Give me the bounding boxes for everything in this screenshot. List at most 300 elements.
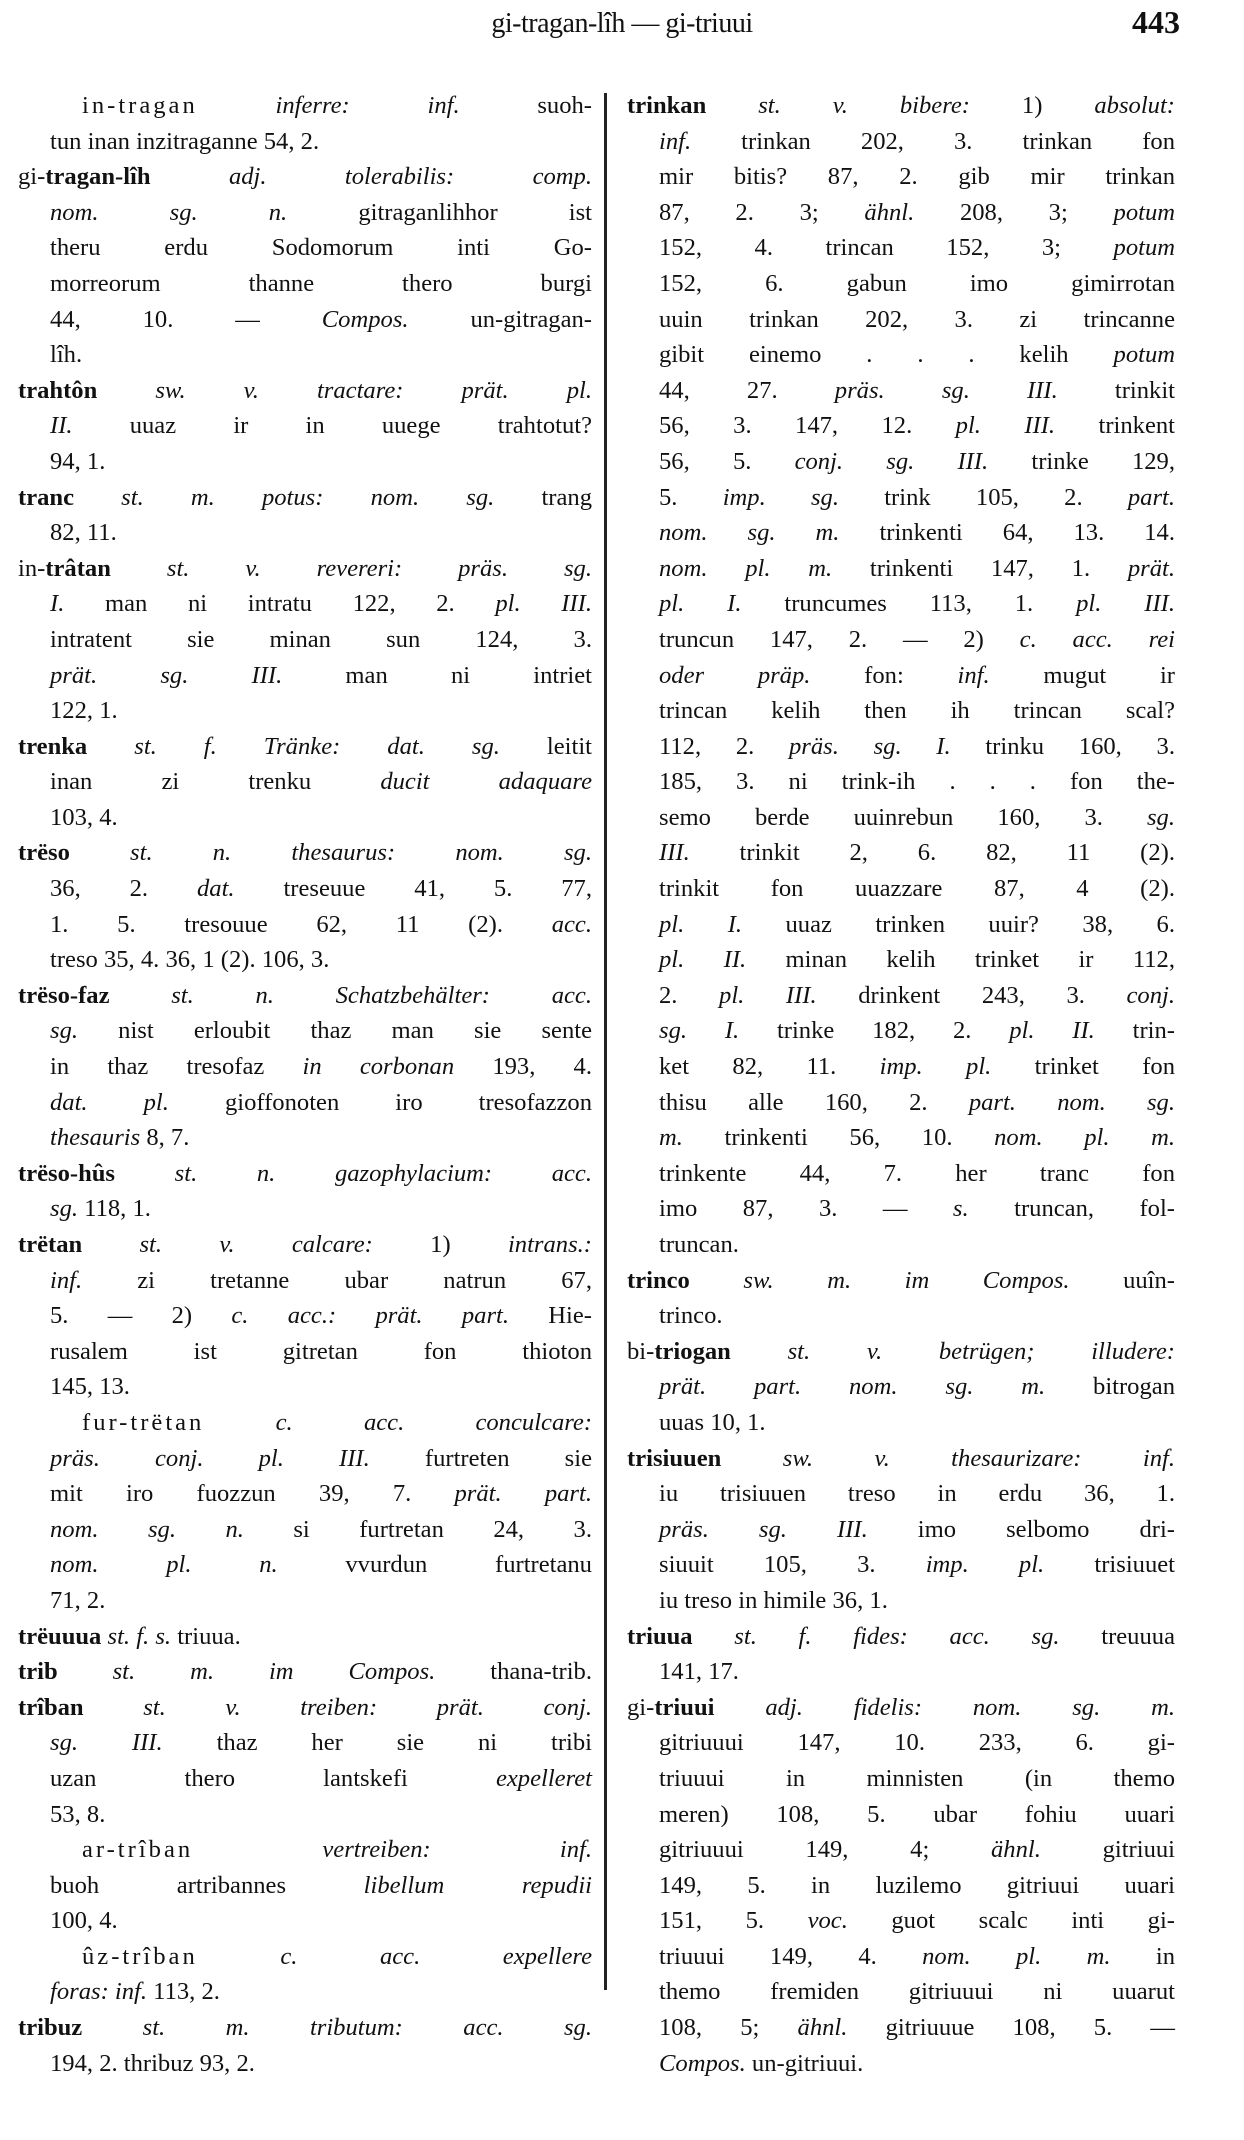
entry-text: trinke 129, <box>988 447 1175 475</box>
grammar-label: II. <box>50 412 73 440</box>
grammar-label: ähnl. <box>864 198 915 226</box>
grammar-label: st. v. betrügen; illudere: <box>787 1337 1175 1365</box>
entry-line <box>18 2046 592 2082</box>
entry-line <box>18 1334 592 1370</box>
grammar-label: sg. III. <box>50 1729 163 1757</box>
entry-text <box>70 839 130 866</box>
grammar-label: ähnl. <box>797 2014 848 2042</box>
entry-text: imo 87, 3. — <box>659 1195 953 1223</box>
entry-text: trinkenti 147, 1. <box>832 554 1128 582</box>
entry-line <box>18 764 592 800</box>
entry-text: man ni intratu 122, 2. <box>64 590 496 618</box>
entry-line <box>18 1939 592 1975</box>
running-head: gi-tragan-lîh — gi-triuui <box>491 8 753 39</box>
entry-text: mit iro fuozzun 39, 7. <box>50 1480 455 1508</box>
entry-text: gitriuui <box>1040 1836 1175 1864</box>
grammar-label: imp. sg. <box>722 483 839 511</box>
entry-headline <box>18 1619 592 1655</box>
entry-line <box>627 1512 1175 1548</box>
entry-line <box>18 1120 592 1156</box>
grammar-label: sw. v. tractare: prät. pl. <box>155 376 592 404</box>
entry-text <box>84 1694 144 1721</box>
compound-headword: ar-trîban <box>82 1836 194 1864</box>
entry-line <box>18 1868 592 1904</box>
grammar-label: pl. I. <box>659 910 743 938</box>
grammar-label: oder präp. <box>659 661 811 689</box>
entry-text: gitriuuui 147, 10. 233, 6. gi- <box>659 1729 1175 1757</box>
entry-text: triuuui 149, 4. <box>659 1942 923 1970</box>
entry-headline <box>18 480 592 516</box>
entry-text: gitriuuui 149, 4; <box>659 1836 991 1864</box>
entry-line <box>18 658 592 694</box>
entry-text: 53, 8. <box>50 1800 106 1828</box>
entry-text: 1) <box>970 92 1095 119</box>
entry-text: 5. — 2) <box>50 1302 232 1330</box>
entry-line <box>627 1797 1175 1833</box>
grammar-label: vertreiben: inf. <box>322 1836 592 1864</box>
entry-text: 194, 2. thribuz 93, 2. <box>50 2049 255 2077</box>
entry-line <box>18 1761 592 1797</box>
compound-headword: in-tragan <box>82 92 198 119</box>
entry-text: 56, 3. 147, 12. <box>659 412 956 440</box>
entry-text: treso 35, 4. 36, 1 (2). 106, 3. <box>50 946 330 974</box>
entry-line <box>18 1797 592 1833</box>
entry-text: gibit einemo . . . kelih <box>659 341 1114 369</box>
entry-line <box>18 1405 592 1441</box>
entry-line <box>627 1476 1175 1512</box>
grammar-label: s. <box>952 1195 969 1223</box>
entry-headline <box>18 551 592 587</box>
entry-text: zi tretanne ubar natrun 67, <box>82 1266 592 1294</box>
entry-text: uuas 10, 1. <box>659 1408 766 1436</box>
entry-text: 103, 4. <box>50 803 118 831</box>
grammar-label: dat. <box>196 875 235 903</box>
headword: trëso-hûs <box>18 1159 116 1187</box>
entry-text: trink 105, 2. <box>838 483 1128 511</box>
entry-line <box>18 515 592 551</box>
entry-text: rusalem ist gitretan fon thioton <box>50 1337 592 1365</box>
grammar-label: m. <box>659 1124 683 1152</box>
entry-headline <box>18 1690 592 1726</box>
entry-line <box>627 1156 1175 1192</box>
entry-line <box>627 1191 1175 1227</box>
entry-text: treuuua <box>1059 1622 1175 1650</box>
entry-line <box>627 942 1175 978</box>
entry-text: gi- <box>627 1693 655 1721</box>
entry-line <box>18 1085 592 1121</box>
grammar-label: conj. sg. III. <box>794 447 989 475</box>
entry-text: gi- <box>18 163 46 191</box>
entry-text: lîh. <box>50 341 83 369</box>
entry-headline <box>18 1654 592 1690</box>
entry-line <box>18 88 592 124</box>
entry-text: 185, 3. ni trink-ih . . . fon the- <box>659 768 1175 796</box>
grammar-label: prät. <box>1127 554 1175 582</box>
entry-line <box>18 1013 592 1049</box>
entry-text: trinket fon <box>991 1053 1176 1081</box>
entry-line <box>18 302 592 338</box>
grammar-label: pl. III. <box>955 412 1056 440</box>
entry-text: 112, 2. <box>659 732 789 760</box>
entry-text: trinkan 202, 3. trinkan fon <box>691 127 1175 155</box>
entry-line <box>627 907 1175 943</box>
grammar-label: inf. <box>659 127 692 155</box>
entry-text: trinkent <box>1055 412 1175 440</box>
entry-line <box>627 729 1175 765</box>
entry-line <box>627 1939 1175 1975</box>
grammar-label: prät. part. <box>454 1480 592 1508</box>
entry-line <box>627 622 1175 658</box>
entry-text <box>58 1658 113 1685</box>
entry-line <box>627 373 1175 409</box>
entry-text: nist erloubit thaz man sie sente <box>78 1017 592 1045</box>
headword: triuua <box>627 1622 693 1650</box>
entry-line <box>18 408 592 444</box>
entry-line <box>627 658 1175 694</box>
entry-text: fon: <box>810 661 958 689</box>
column-right <box>627 88 1175 2081</box>
grammar-label: pl. II. <box>659 946 747 974</box>
headword: triogan <box>654 1337 731 1365</box>
entry-line <box>18 693 592 729</box>
grammar-label: pl. II. <box>1009 1017 1095 1045</box>
entry-text: theru erdu Sodomorum inti Go- <box>50 234 592 262</box>
entry-text <box>706 92 758 119</box>
grammar-label: voc. <box>807 1907 848 1935</box>
entry-text: triuua. <box>171 1622 241 1650</box>
entry-line <box>18 337 592 373</box>
entry-text: si furtretan 24, 3. <box>243 1515 592 1543</box>
grammar-label: Compos. <box>321 305 409 333</box>
grammar-label: nom. pl. m. <box>922 1942 1111 1970</box>
entry-line <box>627 1049 1175 1085</box>
headword: trinco <box>627 1266 690 1294</box>
grammar-label: potum <box>1113 198 1175 226</box>
entry-line <box>18 1049 592 1085</box>
entry-text: trisiuuet <box>1044 1551 1176 1579</box>
entry-text <box>198 92 276 119</box>
grammar-label: c. acc. conculcare: <box>275 1408 593 1436</box>
entry-line <box>627 551 1175 587</box>
entry-text: buoh artribannes <box>50 1871 364 1899</box>
entry-line <box>627 835 1175 871</box>
entry-text: ket 82, 11. <box>659 1053 880 1081</box>
grammar-label: st. m. potus: nom. sg. <box>121 483 495 511</box>
entry-text <box>693 1623 735 1650</box>
entry-line <box>627 1725 1175 1761</box>
entry-text: 152, 6. gabun imo gimirrotan <box>659 269 1175 297</box>
entry-text: iu trisiuuen treso in erdu 36, 1. <box>659 1480 1175 1508</box>
entry-text <box>82 2014 142 2041</box>
entry-text: 56, 5. <box>659 447 795 475</box>
grammar-label: st. m. tributum: acc. sg. <box>142 2014 592 2042</box>
entry-line <box>18 195 592 231</box>
entry-text: semo berde uuinrebun 160, 3. <box>659 803 1147 831</box>
entry-line <box>627 1298 1175 1334</box>
headword: trëuuua <box>18 1622 102 1650</box>
grammar-label: st. n. gazophylacium: acc. <box>174 1159 592 1187</box>
entry-line <box>627 586 1175 622</box>
entry-text: 100, 4. <box>50 1907 118 1935</box>
entry-text: 94, 1. <box>50 447 106 475</box>
entry-text <box>87 733 134 760</box>
entry-text: iu treso in himile 36, 1. <box>659 1586 888 1614</box>
entry-text: trang <box>494 483 592 511</box>
entry-text: gioffonoten iro tresofazzon <box>168 1088 592 1116</box>
entry-headline <box>627 1690 1175 1726</box>
grammar-label: st. m. im Compos. <box>112 1658 436 1686</box>
grammar-label: nom. pl. n. <box>50 1551 278 1579</box>
grammar-label: Compos. <box>659 2049 746 2077</box>
entry-line <box>627 1761 1175 1797</box>
entry-text: 2. <box>659 981 720 1009</box>
headword: trinkan <box>627 92 707 119</box>
entry-line <box>18 266 592 302</box>
grammar-label: nom. sg. m. <box>659 519 840 547</box>
entry-line <box>627 124 1175 160</box>
grammar-label: potum <box>1113 341 1175 369</box>
entry-text: 149, 5. in luzilemo gitriuui uuari <box>659 1871 1175 1899</box>
entry-text: 108, 5; <box>659 2014 798 2042</box>
entry-text: imo selbomo dri- <box>867 1515 1175 1543</box>
entry-text: 193, 4. <box>454 1053 593 1081</box>
entry-text: trinkit fon uuazzare 87, 4 (2). <box>659 875 1175 903</box>
headword: trâtan <box>45 554 111 582</box>
entry-text: uuaz ir in uuege trahtotut? <box>72 412 592 440</box>
grammar-label: imp. pl. <box>925 1551 1045 1579</box>
entry-text: 122, 1. <box>50 697 118 725</box>
entry-text: mir bitis? 87, 2. gib mir trinkan <box>659 163 1175 191</box>
entry-text: gitriuuue 108, 5. — <box>847 2014 1175 2042</box>
entry-line <box>627 1832 1175 1868</box>
entry-text <box>82 1231 139 1258</box>
entry-text: man ni intriet <box>282 661 592 689</box>
entry-line <box>18 942 592 978</box>
grammar-label: st. f. fides: acc. sg. <box>734 1622 1060 1650</box>
entry-text: gitraganlihhor ist <box>287 198 592 226</box>
entry-line <box>18 444 592 480</box>
headword: trib <box>18 1658 58 1686</box>
grammar-label: I. <box>50 590 65 618</box>
grammar-label: inf. <box>957 661 990 689</box>
entry-text <box>115 1160 175 1187</box>
entry-headline <box>18 978 592 1014</box>
entry-text: 82, 11. <box>50 519 117 547</box>
entry-text: suoh- <box>459 92 592 119</box>
entry-line <box>627 1654 1175 1690</box>
headword: trëso <box>18 839 70 867</box>
grammar-label: nom. sg. n. <box>50 1515 244 1543</box>
entry-line <box>627 764 1175 800</box>
grammar-label: ähnl. <box>991 1836 1041 1864</box>
grammar-label: st. v. bibere: <box>758 92 970 119</box>
entry-text: truncun 147, 2. — 2) <box>659 625 1020 653</box>
entry-text: themo fremiden gitriuuui ni uuarut <box>659 1978 1175 2006</box>
entry-text: uuaz trinken uuir? 38, 6. <box>742 910 1175 938</box>
entry-text: 71, 2. <box>50 1586 106 1614</box>
entry-line <box>18 1191 592 1227</box>
grammar-label: inf. <box>50 1266 83 1294</box>
entry-text: inan zi trenku <box>50 768 381 796</box>
entry-text <box>151 163 229 190</box>
grammar-label: c. acc.: prät. part. <box>231 1302 510 1330</box>
entry-text: truncumes 113, 1. <box>741 590 1077 618</box>
entry-line <box>627 2046 1175 2082</box>
entry-text: bi- <box>627 1337 655 1365</box>
entry-text <box>721 1445 782 1472</box>
entry-line <box>627 444 1175 480</box>
headword: triuui <box>654 1693 715 1721</box>
entry-text: 141, 17. <box>659 1658 739 1686</box>
entry-line <box>18 800 592 836</box>
entry-line <box>627 1227 1175 1263</box>
entry-line <box>18 1476 592 1512</box>
entry-headline <box>18 373 592 409</box>
grammar-label: sw. m. im Compos. <box>743 1266 1070 1294</box>
entry-line <box>627 2010 1175 2046</box>
entry-text: 152, 4. trincan 152, 3; <box>659 234 1114 262</box>
grammar-label: libellum repudii <box>363 1871 592 1899</box>
entry-text: in thaz tresofaz <box>50 1053 303 1081</box>
grammar-label: prät. part. nom. sg. m. <box>659 1373 1046 1401</box>
entry-headline <box>627 1334 1175 1370</box>
entry-text: 113, 2. <box>147 1978 220 2006</box>
entry-line <box>627 1547 1175 1583</box>
entry-text: furtreten sie <box>369 1444 592 1472</box>
entry-line <box>627 302 1175 338</box>
entry-text: un-gitriuui. <box>745 2049 864 2077</box>
grammar-label: imp. pl. <box>879 1053 992 1081</box>
grammar-label: st. n. Schatzbehälter: acc. <box>171 981 592 1009</box>
headword: trëtan <box>18 1231 83 1258</box>
entry-text: trinke 182, 2. <box>739 1017 1010 1045</box>
grammar-label: dat. pl. <box>50 1088 169 1116</box>
entry-line <box>18 1369 592 1405</box>
entry-line <box>18 1263 592 1299</box>
entry-text: minan kelih trinket ir 112, <box>746 946 1175 974</box>
headword: trahtôn <box>18 376 98 404</box>
entry-line <box>627 1085 1175 1121</box>
grammar-label: inferre: inf. <box>275 92 460 119</box>
entry-line <box>627 408 1175 444</box>
entry-headline <box>18 159 592 195</box>
entry-text: trinkit 2, 6. 82, 11 (2). <box>689 839 1175 867</box>
entry-headline <box>18 729 592 765</box>
grammar-label: acc. <box>551 910 592 938</box>
entry-text: triuuui in minnisten (in themo <box>659 1764 1175 1792</box>
grammar-label: nom. pl. m. <box>994 1124 1175 1152</box>
grammar-label: st. f. Tränke: dat. sg. <box>134 732 500 760</box>
entry-line <box>627 1583 1175 1619</box>
entry-text: guot scalc inti gi- <box>847 1907 1175 1935</box>
entry-text: un-gitragan- <box>408 305 592 333</box>
entry-line <box>18 124 592 160</box>
entry-text: meren) 108, 5. ubar fohiu uuari <box>659 1800 1175 1828</box>
entry-headline <box>18 1156 592 1192</box>
entry-text: thisu alle 160, 2. <box>659 1088 969 1116</box>
entry-line <box>18 1441 592 1477</box>
entry-text: trinkenti 56, 10. <box>682 1124 995 1152</box>
grammar-label: thesauris <box>50 1124 141 1152</box>
entry-text: 44, 27. <box>659 376 835 404</box>
entry-text: trincan kelih then ih trincan scal? <box>659 697 1175 725</box>
entry-text: thana-trib. <box>435 1658 593 1686</box>
entry-line <box>627 515 1175 551</box>
headword: tranc <box>18 483 74 511</box>
grammar-label: st. f. s. <box>107 1622 172 1650</box>
grammar-label: c. acc. rei <box>1019 625 1176 653</box>
page-number: 443 <box>1132 4 1180 40</box>
entry-text: mugut ir <box>989 661 1175 689</box>
entry-line <box>627 978 1175 1014</box>
entry-text: truncan, fol- <box>968 1195 1175 1223</box>
entry-text: in <box>1110 1942 1175 1970</box>
entry-line <box>627 1013 1175 1049</box>
entry-text: treseuue 41, 5. 77, <box>234 875 593 903</box>
entry-text: in- <box>18 554 46 582</box>
entry-text <box>97 377 155 404</box>
entry-text: siuuit 105, 3. <box>659 1551 926 1579</box>
entry-text <box>714 1694 765 1721</box>
compound-headword: ûz-trîban <box>82 1942 198 1970</box>
entry-text: intratent sie minan sun 124, 3. <box>50 625 592 653</box>
grammar-label: st. v. revereri: präs. sg. <box>166 554 592 582</box>
entry-text: 208, 3; <box>914 198 1114 226</box>
grammar-label: III. <box>659 839 690 867</box>
entry-text: drinkent 243, 3. <box>816 981 1127 1009</box>
entry-line <box>627 1903 1175 1939</box>
entry-line <box>18 1903 592 1939</box>
entry-line <box>18 622 592 658</box>
entry-line <box>627 1369 1175 1405</box>
entry-line <box>627 800 1175 836</box>
entry-line <box>18 1974 592 2010</box>
entry-text: trinkente 44, 7. her tranc fon <box>659 1159 1175 1187</box>
entry-headline <box>18 1227 592 1263</box>
entry-text: trin- <box>1094 1017 1175 1045</box>
entry-headline <box>627 1263 1175 1299</box>
grammar-label: pl. III. <box>1076 590 1175 618</box>
entry-line <box>627 480 1175 516</box>
grammar-label: sg. <box>50 1195 79 1223</box>
grammar-label: präs. sg. III. <box>659 1515 868 1543</box>
entry-line <box>18 1832 592 1868</box>
grammar-label: part. nom. sg. <box>968 1088 1175 1116</box>
grammar-label: sg. <box>50 1017 79 1045</box>
grammar-label: c. acc. expellere <box>280 1942 592 1970</box>
grammar-label: absolut: <box>1094 92 1175 119</box>
grammar-label: part. <box>1127 483 1176 511</box>
entry-line <box>18 871 592 907</box>
entry-line <box>627 159 1175 195</box>
entry-text <box>690 1267 744 1294</box>
headword: trîban <box>18 1693 84 1721</box>
grammar-label: nom. pl. m. <box>659 554 833 582</box>
entry-line <box>18 907 592 943</box>
entry-line <box>627 871 1175 907</box>
grammar-label: potum <box>1113 234 1175 262</box>
entry-headline <box>627 1441 1175 1477</box>
entry-headline <box>627 88 1175 124</box>
grammar-label: ducit adaquare <box>380 768 592 796</box>
grammar-label: sw. v. thesaurizare: inf. <box>782 1444 1175 1472</box>
grammar-label: adj. tolerabilis: comp. <box>228 163 592 191</box>
grammar-label: pl. III. <box>495 590 592 618</box>
grammar-label: nom. sg. n. <box>50 198 288 226</box>
entry-text <box>74 484 121 511</box>
entry-line <box>18 1298 592 1334</box>
entry-line <box>627 266 1175 302</box>
